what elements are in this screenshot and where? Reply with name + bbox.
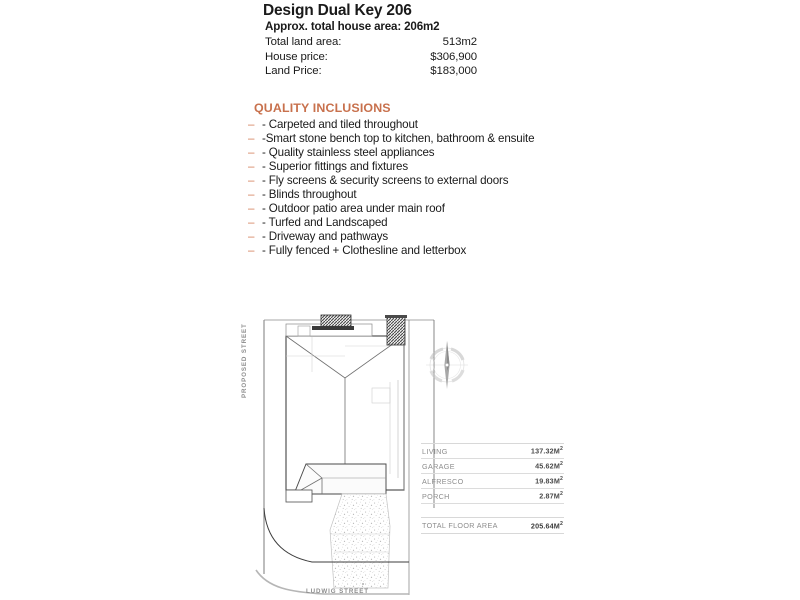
list-item-label: - Driveway and pathways <box>262 230 389 243</box>
area-label: LIVING <box>422 446 448 456</box>
table-row <box>421 474 564 489</box>
list-item-label: - Blinds throughout <box>262 188 357 201</box>
area-value: $2.87M^2$ <box>539 491 563 501</box>
bullet-dash-icon: – <box>248 132 255 145</box>
list-item <box>248 174 538 188</box>
floor-area-table <box>421 443 564 534</box>
bullet-dash-icon: – <box>248 118 255 131</box>
area-label: ALFRESCO <box>422 476 464 486</box>
list-item <box>248 146 538 160</box>
area-value: $137.32M^2$ <box>530 446 563 456</box>
bullet-dash-icon: – <box>248 146 255 159</box>
spec-row <box>265 50 477 64</box>
page-title: Design Dual Key 206 <box>263 2 412 19</box>
quality-inclusions-section <box>248 101 538 258</box>
area-label: GARAGE <box>422 461 455 471</box>
total-value: $205.64M^2$ <box>530 520 563 531</box>
listing-header <box>263 2 513 78</box>
total-floor-area-block <box>421 517 564 534</box>
total-label: TOTAL FLOOR AREA <box>422 521 498 531</box>
bullet-dash-icon: – <box>248 244 255 257</box>
list-item-label: - Quality stainless steel appliances <box>262 146 435 159</box>
bullet-dash-icon: – <box>248 188 255 201</box>
spec-label: House price: <box>265 50 328 63</box>
spec-row <box>265 35 477 49</box>
spec-table <box>265 35 477 78</box>
list-item-label: - Fully fenced + Clothesline and letterbox <box>262 244 467 257</box>
list-item <box>248 202 538 216</box>
area-label: PORCH <box>422 491 450 501</box>
inclusions-list <box>248 118 538 258</box>
compass-rose-icon <box>426 341 468 389</box>
list-item <box>248 160 538 174</box>
house-area-subtitle: Approx. total house area: 206m2 <box>265 20 440 34</box>
bullet-dash-icon: – <box>248 174 255 187</box>
spec-label: Land Price: <box>265 64 322 77</box>
list-item-label: - Turfed and Landscaped <box>262 216 388 229</box>
bullet-dash-icon: – <box>248 160 255 173</box>
area-value: $45.62M^2$ <box>535 461 563 471</box>
table-spacer <box>421 504 564 517</box>
area-value: $19.83M^2$ <box>535 476 563 486</box>
bullet-dash-icon: – <box>248 216 255 229</box>
list-item-label: - Carpeted and tiled throughout <box>262 118 418 131</box>
list-item <box>248 230 538 244</box>
list-item <box>248 244 538 258</box>
bullet-dash-icon: – <box>248 202 255 215</box>
list-item-label: - Outdoor patio area under main roof <box>262 202 445 215</box>
table-row-total <box>421 518 564 533</box>
list-item <box>248 118 538 132</box>
bullet-dash-icon: – <box>248 230 255 243</box>
spec-row <box>265 64 477 78</box>
spec-label: Total land area: <box>265 36 342 49</box>
spec-value: $306,900 <box>430 50 477 63</box>
street-label-proposed: PROPOSED STREET <box>241 323 248 398</box>
list-item-label: -Smart stone bench top to kitchen, bathroom & ensuite <box>262 132 535 145</box>
spec-value: 513m2 <box>442 36 477 49</box>
street-label-ludwig: LUDWIG STREET <box>306 588 369 595</box>
table-row <box>421 459 564 474</box>
inclusions-heading: QUALITY INCLUSIONS <box>254 101 391 115</box>
list-item-label: - Fly screens & security screens to external doors <box>262 174 509 187</box>
list-item-label: - Superior fittings and fixtures <box>262 160 408 173</box>
spec-value: $183,000 <box>430 64 477 77</box>
list-item <box>248 216 538 230</box>
list-item <box>248 132 538 146</box>
table-row <box>421 444 564 459</box>
table-row <box>421 489 564 504</box>
list-item <box>248 188 538 202</box>
